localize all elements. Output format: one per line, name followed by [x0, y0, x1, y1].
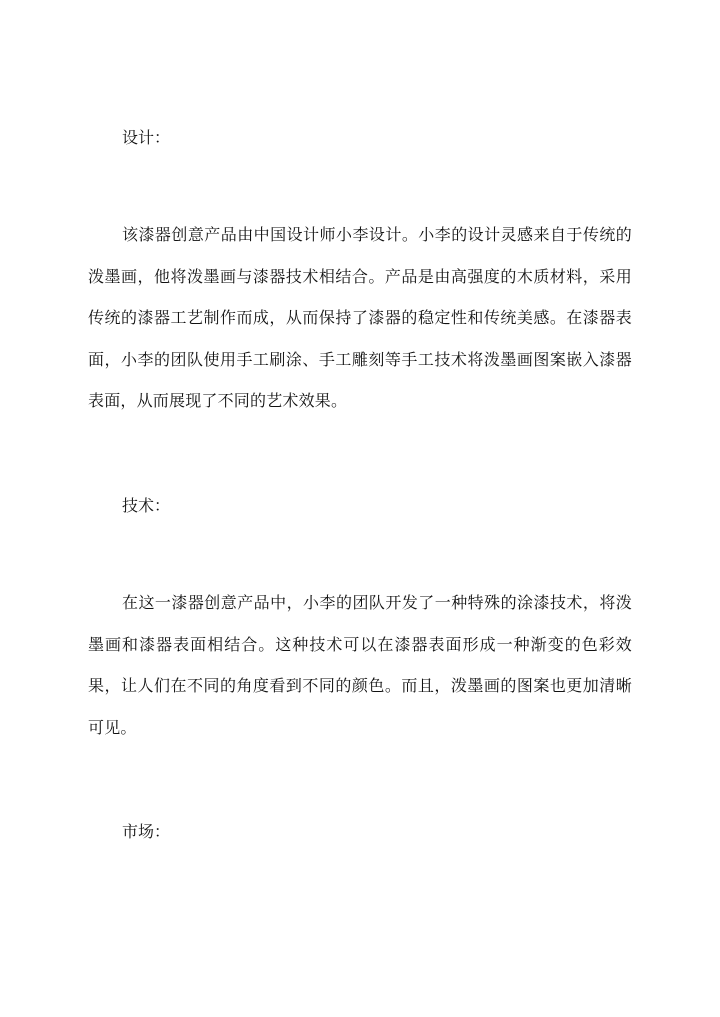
section-paragraph-technology: 在这一漆器创意产品中，小李的团队开发了一种特殊的涂漆技术，将泼墨画和漆器表面相结合。这种技术可以在漆器表面形成一种渐变的色彩效果，让人们在不同的角度看到不同的颜色。而且，泼墨画的图案也更加清晰可见。: [88, 593, 632, 737]
section-heading-technology: 技术：: [122, 496, 171, 515]
section-heading-design: 设计：: [122, 128, 171, 147]
section-heading-market: 市场：: [122, 822, 171, 841]
section-paragraph-design: 该漆器创意产品由中国设计师小李设计。小李的设计灵感来自于传统的泼墨画，他将泼墨画与漆器技术相结合。产品是由高强度的木质材料，采用传统的漆器工艺制作而成，从而保持了漆器的稳定性和传统美感。在漆器表面，小李的团队使用手工刷涂、手工雕刻等手工技术将泼墨画图案嵌入漆器表面，从而展现了不同的艺术效果。: [88, 225, 632, 410]
